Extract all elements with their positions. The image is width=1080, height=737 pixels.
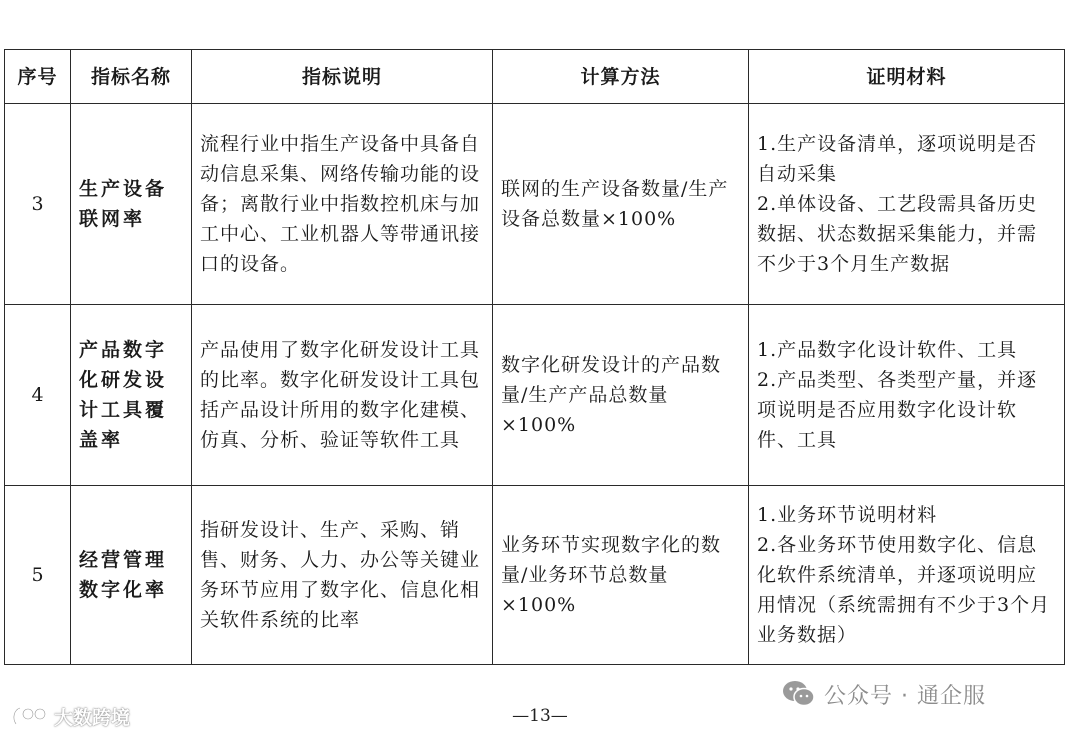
calculation-method: 数字化研发设计的产品数量/生产产品总数量×100% [493,305,749,486]
proof-materials [749,486,1065,665]
table-row [5,486,1065,665]
metric-description: 流程行业中指生产设备中具备自动信息采集、网络传输功能的设备；离散行业中指数控机床与加工中心、工业机器人等带通讯接口的设备。 [192,104,493,305]
metric-name: 生产设备联网率 [71,104,192,305]
proof-item: 1.产品数字化设计软件、工具 [757,339,1018,361]
proof-materials [749,104,1065,305]
table-row [5,104,1065,305]
proof-item: 1.业务环节说明材料 [757,504,938,526]
header-description: 指标说明 [192,50,493,104]
header-name: 指标名称 [71,50,192,104]
calculation-method: 业务环节实现数字化的数量/业务环节总数量×100% [493,486,749,665]
proof-materials [749,305,1065,486]
header-method: 计算方法 [493,50,749,104]
header-no: 序号 [5,50,71,104]
proof-item: 1.生产设备清单，逐项说明是否自动采集 [757,133,1038,185]
row-number: 4 [5,305,71,486]
metrics-table [4,49,1065,665]
metric-name: 经营管理数字化率 [71,486,192,665]
header-proof: 证明材料 [749,50,1065,104]
wechat-icon [782,680,816,708]
metric-description: 指研发设计、生产、采购、销售、财务、人力、办公等关键业务环节应用了数字化、信息化相关软件系统的比率 [192,486,493,665]
metric-name: 产品数字化研发设计工具覆盖率 [71,305,192,486]
proof-item: 2.各业务环节使用数字化、信息化软件系统清单，并逐项说明应用情况（系统需拥有不少于3个月业务数据） [757,534,1051,646]
table-row [5,305,1065,486]
proof-item: 2.产品类型、各类型产量，并逐项说明是否应用数字化设计软件、工具 [757,369,1038,451]
calculation-method: 联网的生产设备数量/生产设备总数量×100% [493,104,749,305]
metric-description: 产品使用了数字化研发设计工具的比率。数字化研发设计工具包括产品设计所用的数字化建模、仿真、分析、验证等软件工具 [192,305,493,486]
table-header-row [5,50,1065,104]
watermark-right-text: 公众号 · 通企服 [824,683,986,709]
page-number: —13— [512,706,568,726]
watermark-left-text: 大数跨境 [54,706,131,729]
proof-item: 2.单体设备、工艺段需具备历史数据、状态数据采集能力，并需不少于3个月生产数据 [757,193,1038,275]
row-number: 3 [5,104,71,305]
row-number: 5 [5,486,71,665]
